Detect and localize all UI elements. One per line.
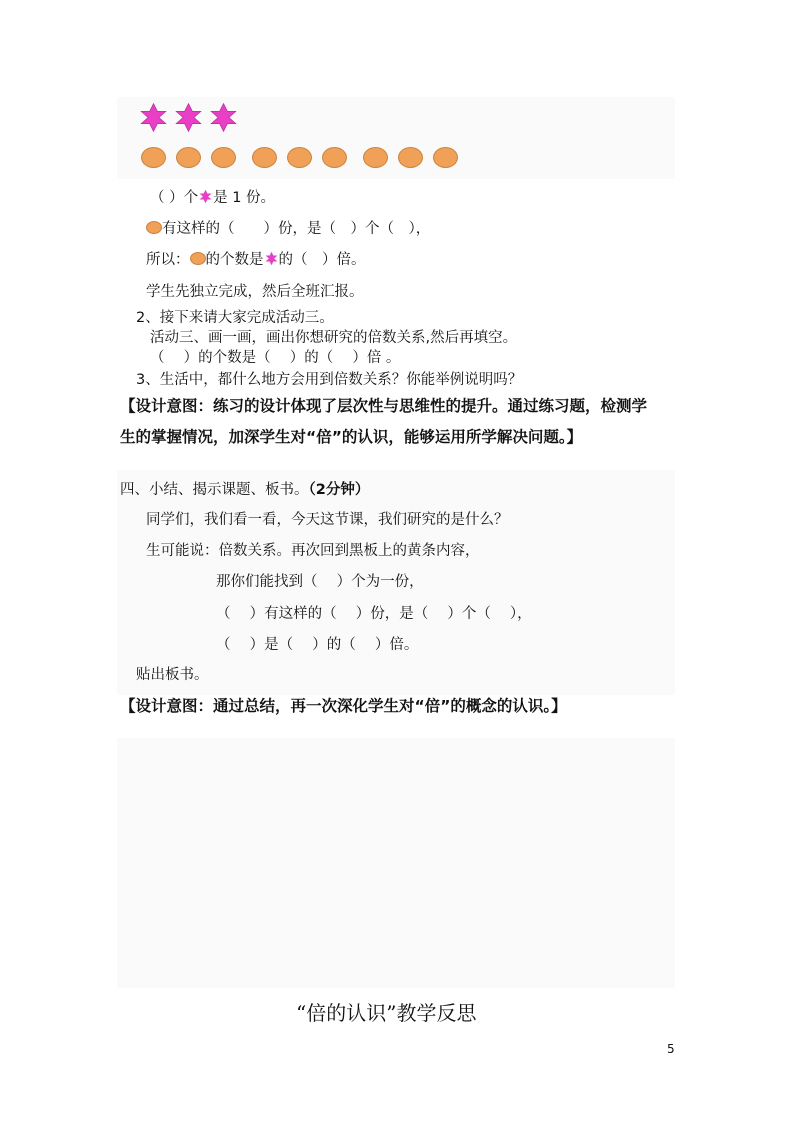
so-line (146, 248, 366, 269)
so-line-text-a: 所以： (146, 252, 190, 268)
section4-fill-3: （ ）是（ ）的（ ）倍。 (216, 637, 419, 653)
parts-line (146, 217, 430, 238)
section4-heading-text: 四、小结、揭示课题、板书。 (120, 482, 309, 498)
star-icon (208, 102, 239, 133)
section4-duration: （2分钟） (308, 482, 370, 498)
design-intent-1-line2: 生的掌握情况，加深学生对“倍”的认识，能够运用所学解决问题。】 (120, 428, 583, 446)
activity3-blank: （ ）的个数是（ ）的（ ）倍 。 (150, 350, 401, 366)
section4-q2: 生可能说：倍数关系。再次回到黑板上的黄条内容， (146, 543, 480, 559)
item3-line: 3、生活中，都什么地方会用到倍数关系？你能举例说明吗？ (136, 372, 523, 388)
circle-group (252, 147, 347, 172)
design-intent-1-line1: 【设计意图：练习的设计体现了层次性与思维性的提升。通过练习题，检测学 (120, 397, 648, 415)
circle-icon (398, 147, 423, 168)
circle-icon (176, 147, 201, 168)
circle-icon (322, 147, 347, 168)
circle-icon (190, 252, 206, 265)
page-number: 5 (667, 1042, 675, 1056)
section4-fill-2: （ ）有这样的（ ）份，是（ ）个（ ）， (216, 606, 532, 622)
circle-group (141, 147, 236, 172)
count-line (150, 186, 275, 207)
circle-icon (141, 147, 166, 168)
parts-line-text: 有这样的（ ）份，是（ ）个（ ）， (162, 221, 431, 237)
activity3-line: 活动三、画一画，画出你想研究的倍数关系,然后再填空。 (150, 330, 518, 346)
star-icon (173, 102, 204, 133)
star-row (138, 102, 243, 133)
item2-heading: 2、接下来请大家完成活动三。 (136, 310, 334, 326)
section4-fill-1: 那你们能找到（ ）个为一份， (216, 574, 424, 590)
circle-icon (252, 147, 277, 168)
so-line-text-c: 的（ ）倍。 (278, 252, 366, 268)
so-line-text-b: 的个数是 (205, 252, 264, 268)
circle-group (363, 147, 458, 172)
circle-row (141, 147, 458, 172)
star-icon (138, 102, 169, 133)
reflection-title: “倍的认识”教学反思 (296, 1001, 477, 1025)
count-line-text-a: （ ）个 (150, 190, 199, 206)
circle-icon (287, 147, 312, 168)
circle-icon (211, 147, 236, 168)
section4-q1: 同学们，我们看一看，今天这节课，我们研究的是什么？ (146, 512, 509, 528)
circle-icon (363, 147, 388, 168)
star-icon (264, 251, 279, 266)
design-intent-2: 【设计意图：通过总结，再一次深化学生对“倍”的概念的认识。】 (120, 697, 567, 715)
report-line: 学生先独立完成，然后全班汇报。 (146, 284, 364, 300)
circle-icon (146, 221, 162, 234)
blank-drawing-area (117, 738, 675, 988)
count-line-text-b: 是 1 份。 (213, 190, 276, 206)
section4-board: 贴出板书。 (136, 667, 209, 683)
star-icon (198, 189, 213, 204)
circle-icon (433, 147, 458, 168)
section4-heading (120, 478, 369, 499)
